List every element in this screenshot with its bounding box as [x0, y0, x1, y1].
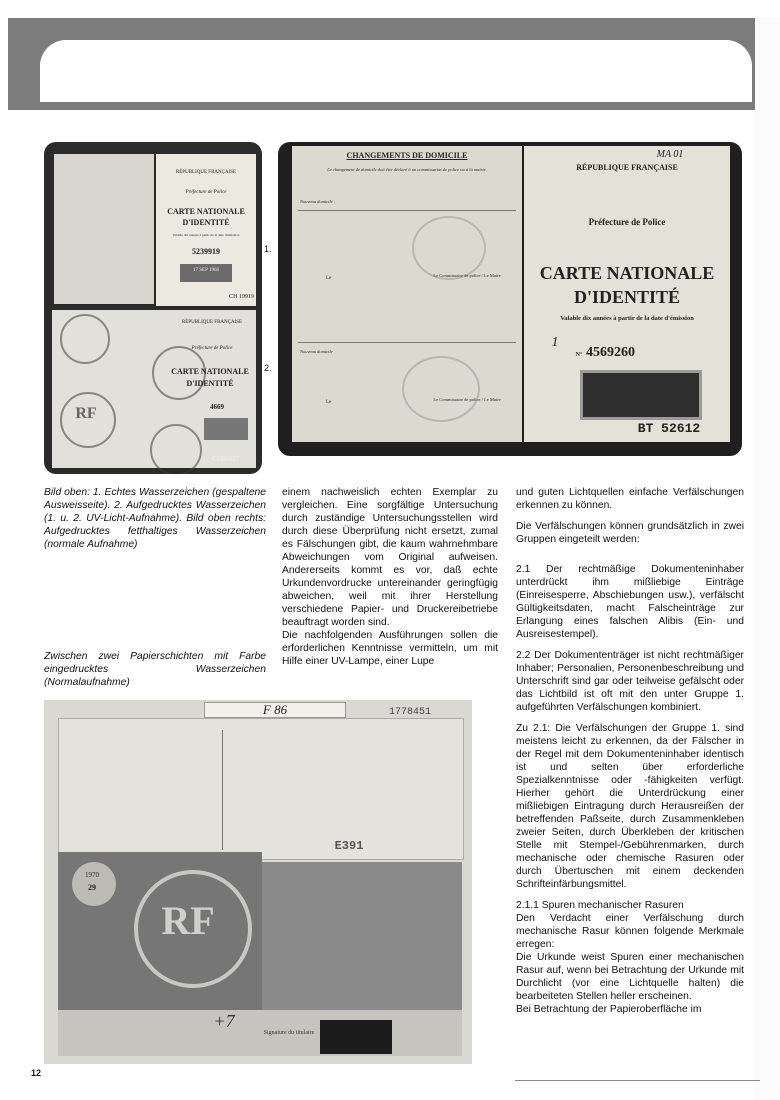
black-label — [320, 1020, 392, 1054]
handwritten-mark: +7 — [213, 1011, 235, 1031]
card2-title-1: CARTE NATIONALE — [171, 367, 249, 376]
side-text: Signature du titulaire — [263, 1030, 315, 1036]
photo-label-1: 1. — [264, 244, 272, 254]
passport-right-page — [524, 146, 730, 442]
republic-label: RÉPUBLIQUE FRANÇAISE — [576, 163, 678, 172]
card-number: 5239919 — [192, 247, 220, 256]
header-band-cutout — [40, 40, 752, 102]
top-number: 1778451 — [388, 707, 431, 718]
section-heading: 2.1.1 Spuren mechanischer Rasuren — [516, 900, 684, 911]
commissaire-2: Le Commissaire de police / Le Maire — [433, 397, 501, 402]
caption-top: Bild oben: 1. Echtes Wasserzeichen (gespaltene Ausweisseite). 2. Aufgedrucktes Wasserzeichen (1. u. 2. UV-Licht-Aufnahme). Bild oben rechts: Aufgedrucktes fetthaltiges Wasserzeichen (normale Aufnahme) — [44, 487, 266, 550]
le-label-2: Le — [326, 400, 332, 405]
faint-stamp — [412, 216, 486, 280]
page-number: 12 — [31, 1068, 42, 1078]
photo-label-2: 2. — [264, 363, 272, 373]
carte-title-2: D'IDENTITÉ — [573, 287, 681, 307]
faint-stamp — [402, 356, 480, 422]
photo-watermarks — [44, 142, 262, 474]
photo-layered-watermark — [44, 700, 472, 1064]
paragraph: Die Verfälschungen können grundsätzlich in zwei Gruppen eingeteilt werden: — [516, 521, 744, 545]
le-label-1: Le — [326, 276, 332, 281]
id-card-genuine — [156, 154, 256, 306]
page-edge — [755, 18, 780, 1100]
paragraph: Zu 2.1: Die Verfälschungen der Gruppe 1. sind meistens leicht zu erkennen, da der Fälscher in der Regel mit dem Dokumenteninhaber identisch ist und selten über erforderliche Spezialkenntnisse oder -fähigkeiten verfügt. Hierher gehört die Unterdrückung einer mißliebigen Eintragung durch Herausreißen der betreffenden Paßseite, durch Zusammenkleben zweier Seiten, durch Überkleben der kritischen Stelle mit Stempel-/Gebührenmarken, durch mechanische oder chemische Rasuren oder durch Übertuschen mit einem deckenden Schrifteinfärbungsmittel. — [516, 723, 744, 890]
rule — [298, 210, 516, 211]
card2-title-2: D'IDENTITÉ — [186, 379, 234, 388]
dark-page-layer-right — [262, 862, 462, 1024]
paragraph: Den Verdacht einer Verfälschung durch mechanische Rasur können folgende Merkmale erregen: — [516, 913, 744, 950]
new-address-label-2: Nouveau domicile — [300, 349, 333, 354]
carte-serial: BT 52612 — [637, 421, 701, 436]
domicile-note: Le changement de domicile doit être déclaré à un commissariat de police ou à la mairie. — [327, 167, 487, 172]
stamp-text: 1970 — [85, 871, 99, 879]
passport-left-page — [292, 146, 522, 442]
card2-serial: CH86927 — [212, 455, 240, 463]
paragraph: einem nachweislich echten Exemplar zu vergleichen. Eine sorgfältige Untersuchung durch zuständige Untersuchungsstellen wird durch diese Überprüfung nicht ersetzt, zumal es Fälschungen gibt, die kaum wahrnehmbare Abweichungen vom Original aufweisen. Andererseits kommt es vor, daß echte Urkundenvordrucke untereinander geringfügig abweichen, weil mit ihrer Herstellung verschiedene Papier- und Druckereibetriebe beauftragt worden sind. — [282, 487, 498, 628]
ink-mark: 1 — [551, 335, 559, 350]
card-date-stamp: 17 SEP 1966 — [193, 268, 219, 273]
card-validity: Valable dix années à partir de la date d'émission — [172, 233, 240, 237]
card-republic: RÉPUBLIQUE FRANÇAISE — [175, 170, 237, 175]
id-card-printed-watermark — [52, 310, 256, 468]
new-address-label-1: Nouveau domicile : — [300, 199, 336, 204]
carte-number-prefix: N° — [575, 352, 583, 358]
paragraph: und guten Lichtquellen einfache Verfälschungen erkennen zu können. — [516, 487, 744, 511]
passport-upper-page — [58, 718, 464, 860]
mid-number: E391 — [334, 839, 364, 853]
paragraph: Die Urkunde weist Spuren einer mechanischen Rasur auf, wenn bei Betrachtung der Urkunde mit Durchlicht (vor eine Lichtquelle halten) die bearbeiteten Stellen heller erscheinen. — [516, 952, 744, 1002]
bottom-rule — [515, 1080, 760, 1081]
domicile-heading: CHANGEMENTS DE DOMICILE — [346, 151, 468, 160]
card2-republic: RÉPUBLIQUE FRANÇAISE — [181, 320, 243, 325]
carte-title-1: CARTE NATIONALE — [539, 263, 715, 283]
stamp-text-2: 29 — [88, 883, 96, 892]
carte-validity: Valable dix années à partir de la date d'émission — [560, 315, 694, 322]
rf-watermark-text: RF — [161, 898, 215, 943]
id-card-back-page — [54, 154, 154, 304]
paragraph: Bei Betrachtung der Papieroberfläche im — [516, 1004, 702, 1015]
paragraph: Die nachfolgenden Ausführungen sollen die erforderlichen Kenntnisse vermitteln, um mit Hilfe einer UV-Lampe, einer Lupe — [282, 630, 498, 667]
column-2 — [282, 486, 498, 668]
caption-bottom: Zwischen zwei Papierschichten mit Farbe eingedrucktes Wasserzeichen (Normalaufnahme) — [44, 651, 266, 688]
carte-number: 4569260 — [586, 345, 635, 360]
page-fold — [222, 730, 223, 850]
watermark-rf-text: RF — [75, 405, 97, 422]
handwritten-label: F 86 — [204, 702, 346, 718]
card-title-2: D'IDENTITÉ — [182, 218, 230, 227]
handwritten-ref: MA 01 — [656, 149, 684, 160]
prefecture-label: Préfecture de Police — [588, 217, 666, 227]
photo-fatty-watermark — [278, 142, 742, 456]
card2-prefecture: Préfecture de Police — [191, 346, 233, 351]
card2-photo-slot — [204, 418, 248, 440]
rf-watermark-4 — [150, 424, 202, 474]
card2-number: 4669 — [210, 403, 224, 411]
commissaire-1: Le Commissaire de police / Le Maire — [433, 273, 501, 278]
paragraph: 2.1 Der rechtmäßige Dokumenteninhaber unterdrückt ihm mißliebige Einträge (Einreisesperre, Abschiebungen usw.), verfälscht Gültigkeitsdaten, macht Falscheinträge zur Erlangung eines falschen Alibis (Ein- und Ausreisestempel). — [516, 564, 744, 640]
card-prefecture: Préfecture de Police — [185, 190, 227, 195]
card-title-1: CARTE NATIONALE — [167, 207, 245, 216]
paragraph: 2.2 Der Dokumententräger ist nicht rechtmäßiger Inhaber; Personalien, Personenbeschreibung und Unterschrift sind gar oder teilweise gefälscht oder das Lichtbild ist oft mit den unter Gruppe 1. aufgeführten Verfälschungen kombiniert. — [516, 650, 744, 713]
rule — [298, 342, 516, 343]
card-serial: CH 19919 — [229, 294, 254, 300]
rf-watermark-1 — [60, 314, 110, 364]
photo-frame — [580, 370, 702, 420]
column-3 — [516, 486, 744, 1016]
